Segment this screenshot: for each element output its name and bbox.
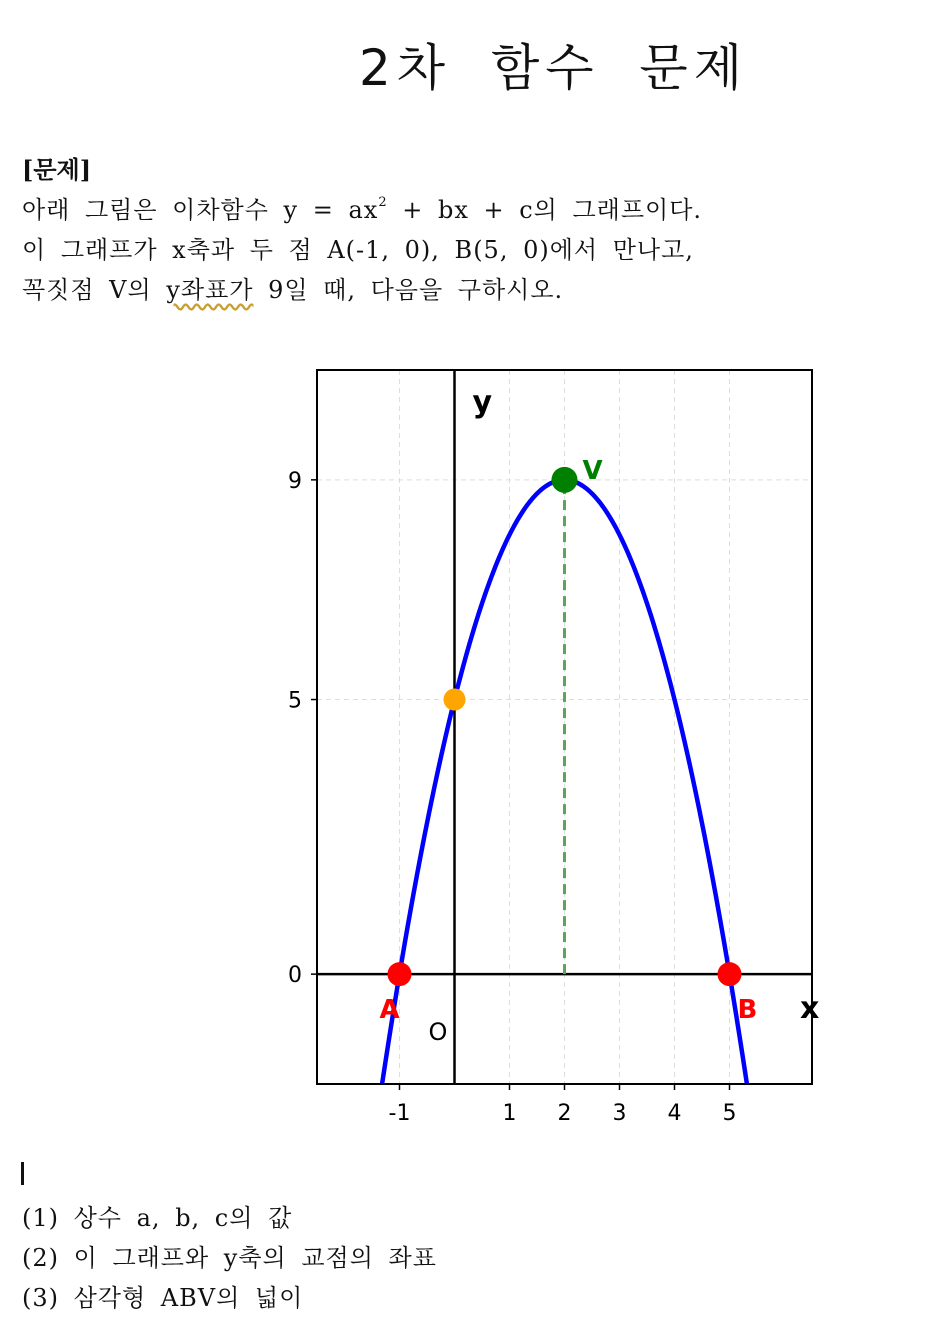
question-2: (2) 이 그래프와 y축의 교점의 좌표: [22, 1244, 437, 1272]
x-tick-label: 2: [557, 1101, 572, 1126]
problem-line-3: [22, 270, 563, 305]
y-axis-label: y: [472, 385, 493, 420]
point-a: [388, 962, 412, 986]
page-title: 2차 함수 문제: [358, 39, 749, 97]
point-v: [552, 467, 578, 493]
problem-line-3-rest: 9일 때, 다음을 구하시오.: [253, 276, 564, 304]
x-tick-label: -1: [388, 1101, 411, 1126]
point-label-a: A: [379, 995, 400, 1026]
y-tick-label: 5: [288, 688, 302, 714]
point-label-v: V: [582, 455, 603, 486]
exponent: 2: [378, 195, 388, 210]
point-label-b: B: [737, 995, 758, 1026]
question-3: (3) 삼각형 ABV의 넓이: [22, 1284, 304, 1312]
problem-line-1: [22, 190, 702, 225]
problem-line-2: 이 그래프가 x축과 두 점 A(-1, 0), B(5, 0)에서 만나고,: [22, 236, 694, 264]
point-b: [718, 962, 742, 986]
y-tick-label: 9: [288, 468, 302, 494]
y-tick-label: 0: [288, 963, 302, 989]
point-y-intercept: [444, 689, 466, 711]
x-tick-label: 1: [502, 1101, 517, 1126]
x-axis-label: x: [800, 991, 820, 1027]
x-tick-label: 3: [612, 1101, 627, 1126]
x-tick-label: 5: [722, 1101, 737, 1126]
problem-line-1-rest: + bx + c의 그래프이다.: [387, 196, 703, 224]
text-cursor: [21, 1162, 24, 1185]
spellcheck-marked-word: y좌표가: [166, 276, 254, 304]
problem-line-1-text: 아래 그림은 이차함수 y = ax: [22, 196, 379, 224]
question-1: (1) 상수 a, b, c의 값: [22, 1204, 293, 1232]
problem-label: [문제]: [22, 155, 92, 184]
parabola-chart: [270, 355, 830, 1135]
x-tick-label: 4: [667, 1101, 682, 1126]
problem-line-3-text: 꼭짓점 V의: [22, 276, 167, 304]
origin-label: O: [428, 1018, 448, 1047]
parabola-figure: [270, 355, 830, 1135]
